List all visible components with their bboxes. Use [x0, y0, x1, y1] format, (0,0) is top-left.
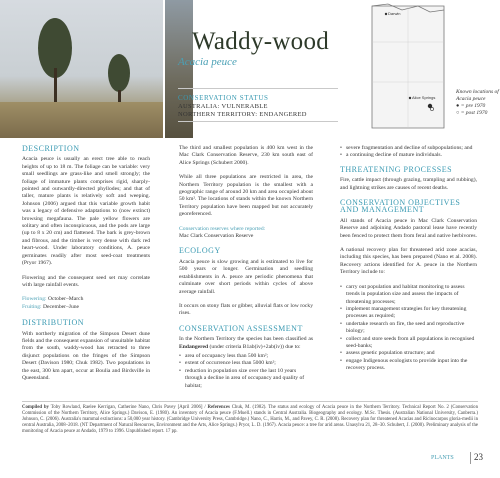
paragraph: Flowering and the consequent seed set may correlate with large rainfall events. [22, 274, 150, 288]
map-legend [456, 89, 500, 117]
list-item: • extent of occurrence less than 5000 km²; [185, 360, 313, 367]
legend-item [456, 110, 500, 117]
paragraph: Acacia peuce is usually an erect tree able to reach heights of up to 18 m. The foliage can be variable: very small seedlings are grass-like and smell strongly; the foliage of immature plants comprises rigid, sharply-pointed and outwardly-directed phyllodes; and that of taller, mature plants is relatively soft and weeping. Johnson (2006) argued that this variable growth habit was a legacy of defensive adaptations to (now extinct) browsing megafauna. The pale yellow flowers are solitary and often inconspicuous, and the pods are large (up to 8 x 20 cm) and flattened. The bark is grey-brown and fibrous, and the timber is very dense with dark red heart-wood. Under laboratory conditions, A. peuce germinates readily after most seed-coat treatments (Pryor 1967). [22, 156, 150, 267]
section-heading: DESCRIPTION [22, 144, 80, 153]
list-item: • undertake research on fire, the seed and reproductive biology; [346, 321, 477, 336]
status-heading: CONSERVATION STATUS [178, 94, 269, 102]
flowering-value: October–March [47, 296, 84, 303]
flowering-line [22, 296, 150, 303]
assessment-list-continued [340, 145, 477, 160]
filled-dot-icon: ● [456, 103, 460, 109]
paragraph: With northerly migration of the Simpson Desert dune fields and the consequent expansion of unsuitable habitat from the south, waddy-wood has retracted to three disjunct populations on the fringes of the Simpson Desert (Davison 1980; Chuk 1982). Two populations in the east, 300 km apart, occur at Boulia and Birdsville in Queensland. [22, 330, 150, 381]
fruiting-label: Fruiting: [22, 303, 42, 310]
list-item: • a continuing decline of mature individuals. [346, 152, 477, 159]
list-item: • engage Indigenous ecologists to provide input into the recovery process. [346, 358, 477, 373]
page-number: 23 [474, 452, 483, 462]
fruiting-value: December–June [43, 303, 80, 310]
paragraph: It occurs on stony flats or gibber, alluvial flats or low rocky rises. [179, 302, 313, 317]
species-photo [0, 0, 163, 138]
references-text: Chuk, M. (1982). The status and ecology of Acacia peuce in the Northern Territory. Technical Report No. 2 (Conservation Commission of the Northern Territory, Alice Springs.) Davison, E. (1980). An inventory of Acacia peuce (F.Muell.) stands in Central Australia. Biogeography and ecology. M.Sc. Thesis. (Australian National University, Canberra.) Johnson, C. (2006). Australia's mammal extinctions: a 50,000 year history. (Cambridge University Press, Cambridge.) Nano, C., Harris, M., and Pavey, C. R. (2008). Recovery plan for threatened Acacias and Ricinocarpos gloria-medii in central Australia, 2008–2018. (NT Department of Natural Resources, Environment and the Arts, Alice Springs.) Pryor, L. D. (1967). Acacia peuce: a tree for arid areas. Unasylva 21, 28–30. Schubert, J. (2000). Preliminary analysis of the monitoring of Acacia peuce at Andado, 1979 to 1996. Unpublished report. 17 pp. [22, 405, 478, 434]
map-label-alice-springs: Alice Springs [412, 95, 436, 100]
column-threats [340, 145, 477, 379]
paragraph: Fire, cattle impact (through grazing, trampling and rubbing), and lightning strikes are causes of recent deaths. [340, 177, 477, 191]
compiled-text: Toby Rowland, Raelee Kerrigan, Catherine Nano, Chris Pavey [April 2006] / [50, 405, 206, 410]
footer-references [22, 405, 478, 435]
flowering-label: Flowering: [22, 296, 47, 303]
open-dot-icon: ○ [456, 110, 460, 116]
references-label: References [207, 405, 230, 410]
footer-divider [22, 401, 478, 402]
paragraph: A national recovery plan for threatened arid zone acacias, including this species, has been prepared (Nano et al. 2008). Recovery actions identified for A. peuce in the Northern Territory include to: [340, 247, 477, 276]
distribution-map [358, 2, 454, 132]
legend-item-label: = pre 1970 [460, 103, 486, 109]
paragraph: All stands of Acacia peuce in Mac Clark Conservation Reserve and adjoining Andado pastoral lease have recently been fenced to protect them from feral and native herbivores. [340, 217, 477, 239]
section-heading: CONSERVATION ASSESSMENT [179, 323, 303, 333]
page-number-divider [470, 452, 471, 464]
list-item: • assess genetic population structure; and [346, 350, 477, 357]
status-nt: NORTHERN TERRITORY: ENDANGERED [178, 111, 307, 118]
assessment-text: (under criteria B1ab(iv)+2ab(iv)) due to: [209, 343, 301, 350]
legend-title: Known locations of Acacia peuce [456, 89, 499, 102]
paragraph: The third and smallest population is 400 km west in the Mac Clark Conservation Reserve, 230 km south east of Alice Springs (Schubert 2000). [179, 145, 313, 166]
section-heading: DISTRIBUTION [22, 318, 84, 328]
paragraph [179, 336, 313, 351]
city-marker-alice-springs [409, 97, 411, 99]
city-marker-darwin [385, 13, 387, 15]
section-heading: ECOLOGY [179, 246, 221, 256]
paragraph: While all three populations are restricted in area, the Northern Territory population is the smallest with a geographic range of around 20 km and area occupied about 50 km². The locations of stands within the known Northern Territory population have been mapped but not accurately georeferenced. [179, 174, 313, 218]
reserves-label: Conservation reserves where reported: [179, 225, 266, 232]
section-heading: CONSERVATION OBJECTIVES AND MANAGEMENT [340, 198, 461, 215]
list-item: • reduction in population size over the last 10 years through a decline in area of occupancy and quality of habitat; [185, 368, 313, 390]
fruiting-line [22, 304, 150, 311]
recovery-actions-list [340, 284, 477, 373]
assessment-list [179, 353, 313, 390]
section-heading: THREATENING PROCESSES [340, 164, 453, 174]
page-title: Waddy-wood [192, 28, 330, 55]
compiled-label: Compiled by [22, 405, 49, 410]
tree-crown-shape [108, 54, 130, 92]
list-item: • severe fragmentation and decline of subpopulations; and [346, 145, 477, 152]
legend-item [456, 103, 500, 110]
legend-item-label: = post 1970 [460, 110, 488, 116]
section-tag: PLANTS [431, 455, 454, 461]
divider [178, 121, 338, 122]
list-item: • carry out population and habitat monitoring to assess trends in population size and assess the impacts of threatening processes; [346, 284, 477, 306]
map-label-darwin: Darwin [388, 11, 401, 16]
paragraph: Acacia peuce is slow growing and is estimated to live for 500 years or longer. Germination and seedling establishments in A. peuce are periodic phenomena that culminate over short periods within cycles of above average rainfall. [179, 258, 313, 295]
assessment-text: In the Northern Territory the species has been classified as [179, 336, 313, 343]
divider [178, 88, 338, 89]
ground-shape [0, 102, 163, 138]
species-name: Acacia peuce [178, 56, 237, 68]
list-item: • collect and store seeds from all populations in recognised seed-banks; [346, 336, 477, 351]
status-australia: AUSTRALIA: VULNERABLE [178, 103, 268, 110]
reserves-value: Mac Clark Conservation Reserve [179, 233, 254, 240]
list-item: • area of occupancy less than 500 km²; [185, 353, 313, 360]
list-item: • implement management strategies for key threatening processes as required; [346, 306, 477, 321]
column-description [22, 145, 150, 389]
column-ecology [179, 145, 313, 396]
assessment-category: Endangered [179, 343, 209, 350]
